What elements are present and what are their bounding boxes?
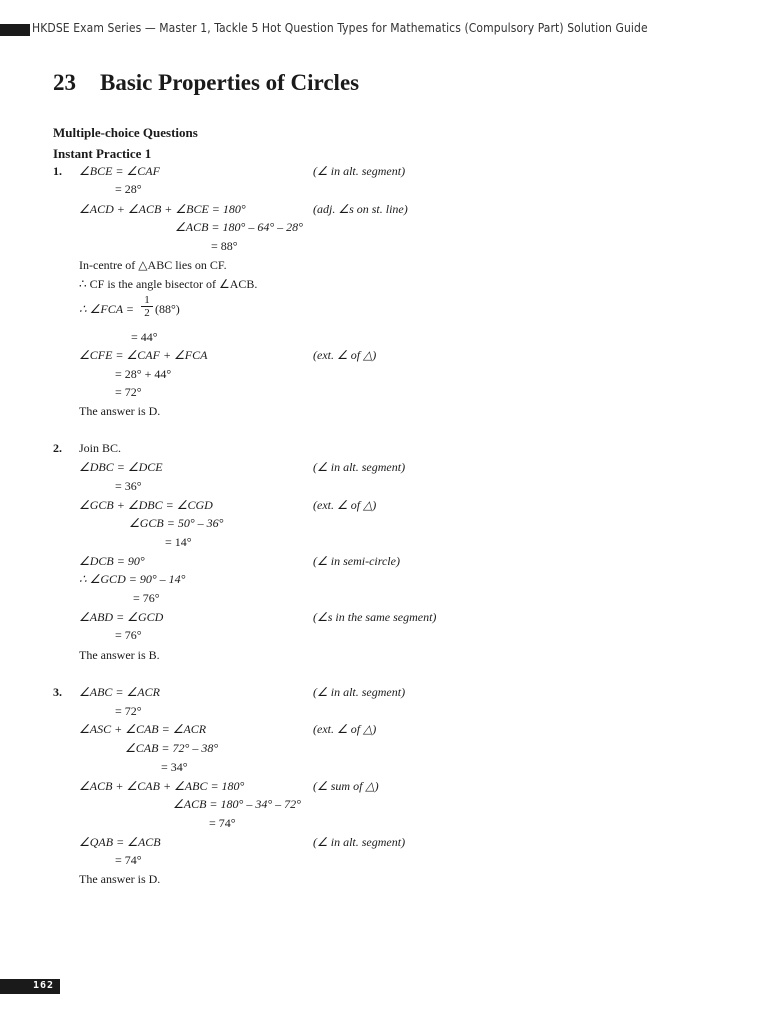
page-number: 162: [33, 980, 55, 991]
q3-line-1: ∠ABC = ∠ACR: [79, 685, 160, 699]
q3-line-2: = 72°: [115, 704, 142, 718]
q2-reason-10: (∠s in the same segment): [313, 610, 437, 624]
q2-line-8: ∴ ∠GCD = 90° – 14°: [79, 572, 186, 586]
q2-line-6: = 14°: [165, 535, 192, 549]
q3-line-7: ∠ACB = 180° – 34° – 72°: [173, 797, 301, 811]
running-header: HKDSE Exam Series — Master 1, Tackle 5 Hot Question Types for Mathematics (Compulsory Part) Solution Guide: [32, 21, 648, 35]
q3-answer: The answer is D.: [79, 872, 161, 886]
q3-line-3: ∠ASC + ∠CAB = ∠ACR: [79, 722, 207, 736]
chapter-number: 23: [53, 70, 76, 95]
q2-line-11: = 76°: [115, 628, 142, 642]
q2-line-2: ∠DBC = ∠DCE: [79, 460, 163, 474]
q1-fraction: [141, 294, 153, 319]
q3-line-9: ∠QAB = ∠ACB: [79, 835, 161, 849]
q3-reason-3: (ext. ∠ of △): [313, 722, 377, 736]
q3-line-4: ∠CAB = 72° – 38°: [125, 741, 219, 755]
question-number-3: 3.: [53, 685, 62, 699]
q1-line-3: ∠ACD + ∠ACB + ∠BCE = 180°: [79, 202, 246, 216]
q3-line-5: = 34°: [161, 760, 188, 774]
q3-line-6: ∠ACB + ∠CAB + ∠ABC = 180°: [79, 779, 245, 793]
q1-line-6: In-centre of △ABC lies on CF.: [79, 258, 227, 272]
section-subtitle: Instant Practice 1: [53, 146, 152, 161]
question-number-1: 1.: [53, 164, 62, 178]
q1-line-9: = 44°: [131, 330, 158, 344]
q1-line-4: ∠ACB = 180° – 64° – 28°: [175, 220, 303, 234]
q1-line-2: = 28°: [115, 182, 142, 196]
q2-line-9: = 76°: [133, 591, 160, 605]
q3-reason-6: (∠ sum of △): [313, 779, 379, 793]
q1-reason-10: (ext. ∠ of △): [313, 348, 377, 362]
q1-answer: The answer is D.: [79, 404, 161, 418]
q2-line-3: = 36°: [115, 479, 142, 493]
q1-line-10: ∠CFE = ∠CAF + ∠FCA: [79, 348, 208, 362]
q2-reason-2: (∠ in alt. segment): [313, 460, 406, 474]
q3-reason-1: (∠ in alt. segment): [313, 685, 406, 699]
q2-reason-4: (ext. ∠ of △): [313, 498, 377, 512]
q2-answer: The answer is B.: [79, 648, 160, 662]
q1-line-7: ∴ CF is the angle bisector of ∠ACB.: [79, 277, 258, 291]
q2-line-10: ∠ABD = ∠GCD: [79, 610, 164, 624]
q3-reason-9: (∠ in alt. segment): [313, 835, 406, 849]
q1-reason-1: (∠ in alt. segment): [313, 164, 406, 178]
q1-line-11: = 28° + 44°: [115, 367, 172, 381]
q1-line-1: ∠BCE = ∠CAF: [79, 164, 160, 178]
q3-line-10: = 74°: [115, 853, 142, 867]
section-title: Multiple-choice Questions: [53, 125, 198, 140]
q2-line-4: ∠GCB + ∠DBC = ∠CGD: [79, 498, 213, 512]
chapter-title: [53, 70, 359, 96]
question-number-2: 2.: [53, 441, 62, 455]
fraction-denominator: 2: [144, 307, 150, 319]
fraction-numerator: 1: [141, 294, 153, 307]
q2-line-1: Join BC.: [79, 441, 122, 455]
q3-line-8: = 74°: [209, 816, 236, 830]
q2-line-7: ∠DCB = 90°: [79, 554, 145, 568]
q1-line-8a: ∴ ∠FCA =: [79, 302, 134, 316]
q1-line-5: = 88°: [211, 239, 238, 253]
q1-line-8b: (88°): [155, 302, 180, 316]
q1-line-12: = 72°: [115, 385, 142, 399]
chapter-name: Basic Properties of Circles: [100, 70, 360, 95]
header-bar: [0, 24, 30, 36]
q2-line-5: ∠GCB = 50° – 36°: [129, 516, 224, 530]
q1-reason-3: (adj. ∠s on st. line): [313, 202, 408, 216]
q2-reason-7: (∠ in semi-circle): [313, 554, 400, 568]
